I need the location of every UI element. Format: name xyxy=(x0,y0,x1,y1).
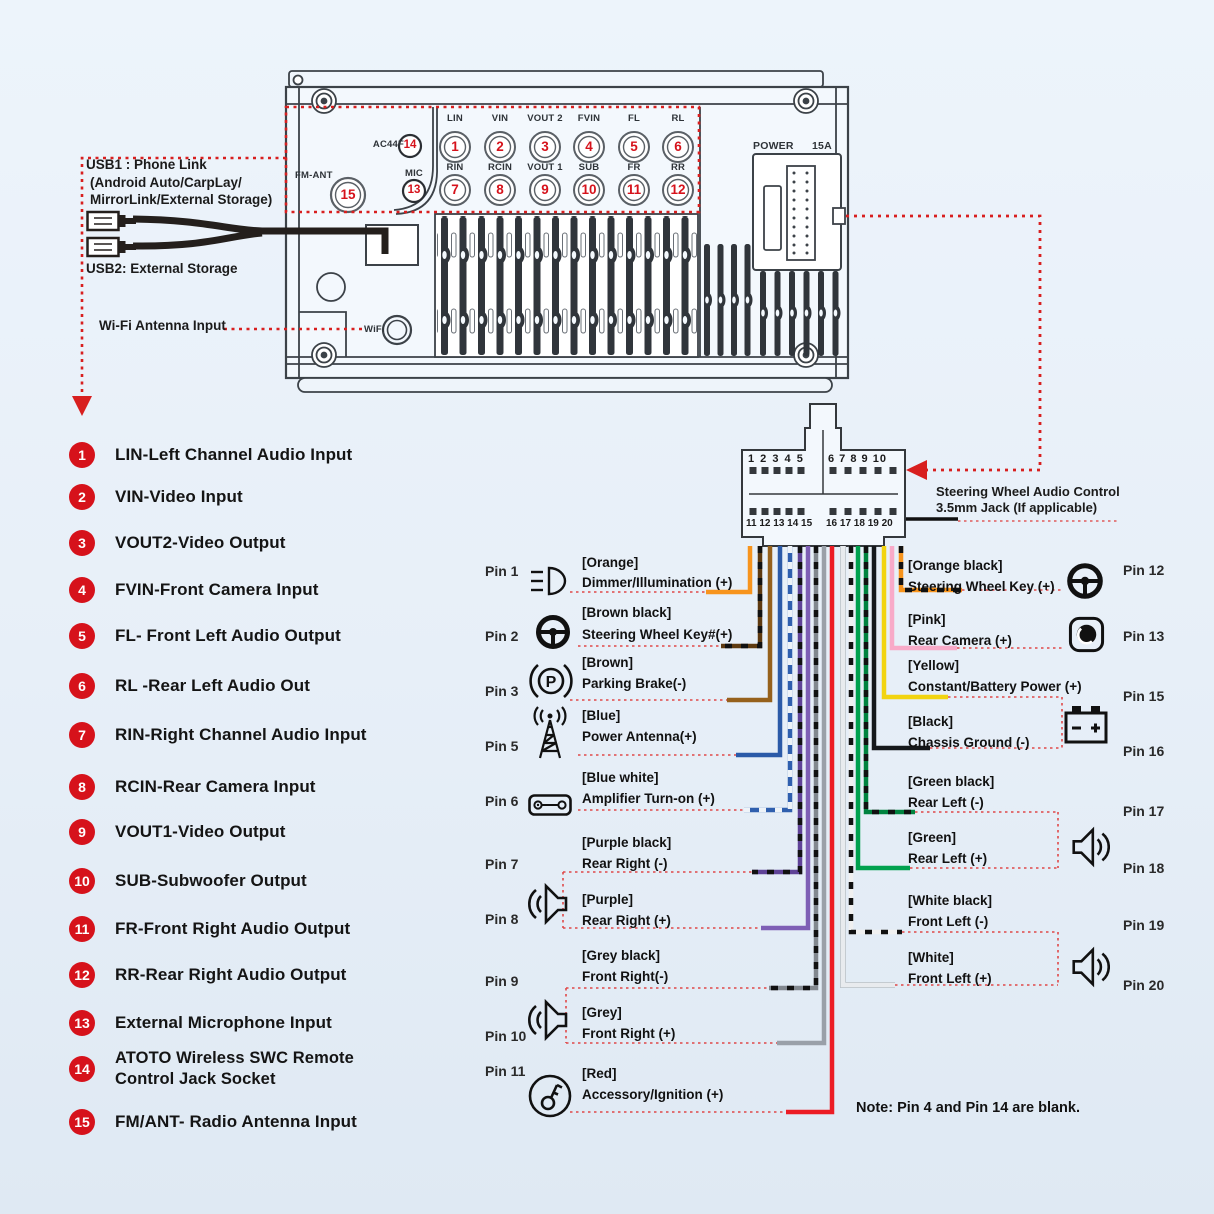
ignition-key-icon xyxy=(528,1072,572,1120)
wire-desc-label: Front Right(-) xyxy=(582,969,669,984)
wire-color-label: [Grey] xyxy=(582,1005,622,1020)
legend-num: 11 xyxy=(69,916,95,942)
wire-desc-label: Rear Right (-) xyxy=(582,856,668,871)
pin-label: Pin 9 xyxy=(485,973,519,989)
mic-socket[interactable]: 13 xyxy=(407,184,421,196)
jack-label: SUB xyxy=(578,162,600,173)
legend-item: 14 ATOTO Wireless SWC Remote Control Jack Socket xyxy=(69,1048,365,1090)
ac44f-label: AC44F xyxy=(372,139,404,150)
legend-item: 3 VOUT2-Video Output xyxy=(69,530,286,556)
legend-num: 4 xyxy=(69,577,95,603)
legend-num: 2 xyxy=(69,484,95,510)
pin-label: Pin 16 xyxy=(1123,743,1165,759)
usb1-label-line3: MirrorLink/External Storage) xyxy=(90,192,273,207)
wire-desc-label: Steering Wheel Key#(+) xyxy=(582,627,733,642)
wire-color-label: [Orange] xyxy=(582,555,639,570)
rca-jack[interactable]: 10 xyxy=(581,182,597,197)
rca-jack[interactable]: 6 xyxy=(674,139,682,154)
jack-label: RIN xyxy=(446,162,464,173)
speaker-icon xyxy=(1068,946,1110,988)
wire-color-label: [Green] xyxy=(908,830,957,845)
legend-num: 10 xyxy=(69,868,95,894)
wire-desc-label: Steering Wheel Key (+) xyxy=(908,579,1055,594)
pin-label: Pin 2 xyxy=(485,628,519,644)
legend-item: 9 VOUT1-Video Output xyxy=(69,819,286,845)
wire-color-label: [Purple black] xyxy=(582,835,672,850)
jack-label: LIN xyxy=(447,113,463,124)
steering-wheel-icon xyxy=(535,614,571,650)
rca-jack[interactable]: 8 xyxy=(496,182,504,197)
wire-color-label: [Red] xyxy=(582,1066,617,1081)
wifi-port-label: WiFi xyxy=(364,324,385,335)
usb1-label-line2: (Android Auto/CarpLay/ xyxy=(90,175,242,190)
rca-jack[interactable]: 11 xyxy=(626,182,642,197)
wire-color-label: [Brown black] xyxy=(582,605,672,620)
wire-color-label: [Orange black] xyxy=(908,558,1003,573)
blank-pins-note: Note: Pin 4 and Pin 14 are blank. xyxy=(856,1100,1081,1116)
wire-color-label: [Yellow] xyxy=(908,658,960,673)
wire-desc-label: Dimmer/Illumination (+) xyxy=(582,575,733,590)
legend-num: 5 xyxy=(69,623,95,649)
harness-wires xyxy=(706,546,962,1112)
pin-label: Pin 5 xyxy=(485,738,519,754)
pin-label: Pin 12 xyxy=(1123,562,1165,578)
wire-desc-label: Front Left (-) xyxy=(908,914,989,929)
legend-num: 12 xyxy=(69,962,95,988)
legend-num: 8 xyxy=(69,774,95,800)
jack-label: VOUT 1 xyxy=(527,162,563,173)
power-label: POWER xyxy=(753,140,794,152)
legend-item: 2 VIN-Video Input xyxy=(69,484,243,510)
speaker-icon xyxy=(528,998,572,1042)
amplifier-icon xyxy=(528,794,572,816)
speaker-icon xyxy=(528,882,572,926)
legend-num: 9 xyxy=(69,819,95,845)
legend-item: 10 SUB-Subwoofer Output xyxy=(69,868,307,894)
wire-color-label: [Black] xyxy=(908,714,954,729)
wire-desc-label: Front Left (+) xyxy=(908,971,992,986)
legend-num: 14 xyxy=(69,1056,95,1082)
connector-row1-left: 1 2 3 4 5 xyxy=(748,453,805,465)
wire-desc-label: Rear Camera (+) xyxy=(908,633,1012,648)
wire-desc-label: Amplifier Turn-on (+) xyxy=(582,791,715,806)
jack-label: RCIN xyxy=(487,162,513,173)
pin-label: Pin 19 xyxy=(1123,917,1165,933)
legend-item: 7 RIN-Right Channel Audio Input xyxy=(69,722,367,748)
legend-num: 13 xyxy=(69,1010,95,1036)
rca-jack[interactable]: 1 xyxy=(451,139,459,154)
rca-jack[interactable]: 2 xyxy=(496,139,504,154)
swc-label-line1: Steering Wheel Audio Control xyxy=(936,484,1120,499)
rca-jack[interactable]: 12 xyxy=(670,182,686,197)
usb-plug-icon xyxy=(86,210,136,232)
rca-jack[interactable]: 5 xyxy=(630,139,638,154)
ac44f-socket[interactable]: 14 xyxy=(403,139,417,151)
pin-label: Pin 7 xyxy=(485,856,519,872)
left-arrow xyxy=(906,460,927,480)
rca-jack[interactable]: 7 xyxy=(451,182,459,197)
usb2-label: USB2: External Storage xyxy=(86,261,238,276)
wire-color-label: [White black] xyxy=(908,893,993,908)
battery-icon xyxy=(1064,704,1108,746)
connector-row1-right: 6 7 8 9 10 xyxy=(828,453,887,465)
wire-color-label: [Brown] xyxy=(582,655,633,670)
wire-color-label: [White] xyxy=(908,950,954,965)
pin-label: Pin 18 xyxy=(1123,860,1165,876)
legend-item: 15 FM/ANT- Radio Antenna Input xyxy=(69,1109,357,1135)
jack-label: RR xyxy=(670,162,686,173)
jack-label: FR xyxy=(627,162,641,173)
down-arrow xyxy=(72,396,92,416)
wire-desc-label: Rear Right (+) xyxy=(582,913,671,928)
wire-desc-label: Power Antenna(+) xyxy=(582,729,697,744)
jack-label: FVIN xyxy=(577,113,601,124)
pin-label: Pin 15 xyxy=(1123,688,1165,704)
power-antenna-icon xyxy=(528,706,572,760)
wire-color-label: [Blue] xyxy=(582,708,621,723)
legend-item: 8 RCIN-Rear Camera Input xyxy=(69,774,316,800)
legend-num: 15 xyxy=(69,1109,95,1135)
svg-text:P: P xyxy=(545,674,557,691)
rear-camera-icon xyxy=(1068,616,1105,653)
jack-label: VIN xyxy=(491,113,509,124)
wire-desc-label: Parking Brake(-) xyxy=(582,676,687,691)
speaker-icon xyxy=(1068,826,1110,868)
legend-item: 6 RL -Rear Left Audio Out xyxy=(69,673,310,699)
wire-desc-label: Accessory/Ignition (+) xyxy=(582,1087,724,1102)
pin-label: Pin 20 xyxy=(1123,977,1165,993)
usb-plug-icon xyxy=(86,236,136,258)
connector-row2-right: 16 17 18 19 20 xyxy=(826,518,893,529)
wire-color-label: [Pink] xyxy=(908,612,946,627)
connector-row2-left: 11 12 13 14 15 xyxy=(746,518,813,529)
legend-item: 13 External Microphone Input xyxy=(69,1010,332,1036)
wire-desc-label: Constant/Battery Power (+) xyxy=(908,679,1082,694)
wire-desc-label: Chassis Ground (-) xyxy=(908,735,1030,750)
legend-item: 11 FR-Front Right Audio Output xyxy=(69,916,350,942)
jack-label: VOUT 2 xyxy=(527,113,563,124)
wire-color-label: [Green black] xyxy=(908,774,995,789)
legend-num: 3 xyxy=(69,530,95,556)
power-connector xyxy=(753,154,845,270)
wire-desc-label: Front Right (+) xyxy=(582,1026,676,1041)
wire-color-label: [Purple] xyxy=(582,892,634,907)
parking-brake-icon xyxy=(529,662,573,700)
pin-label: Pin 13 xyxy=(1123,628,1165,644)
legend-num: 1 xyxy=(69,442,95,468)
legend-item: 1 LIN-Left Channel Audio Input xyxy=(69,442,352,468)
mic-label: MIC xyxy=(404,168,423,179)
steering-wheel-icon xyxy=(1066,562,1104,600)
rca-jack[interactable]: 3 xyxy=(541,139,549,154)
usb1-label-line1: USB1 : Phone Link xyxy=(86,157,207,172)
fm-ant-socket[interactable]: 15 xyxy=(340,187,356,202)
wire-desc-label: Rear Left (+) xyxy=(908,851,988,866)
rca-jack[interactable]: 4 xyxy=(585,139,593,154)
pin-label: Pin 3 xyxy=(485,683,519,699)
pin-label: Pin 10 xyxy=(485,1028,527,1044)
legend-num: 7 xyxy=(69,722,95,748)
legend-num: 6 xyxy=(69,673,95,699)
pin-label: Pin 1 xyxy=(485,563,519,579)
legend-item: 4 FVIN-Front Camera Input xyxy=(69,577,318,603)
dimmer-icon xyxy=(529,566,569,596)
fuse-label: 15A xyxy=(812,140,832,152)
swc-label-line2: 3.5mm Jack (If applicable) xyxy=(936,500,1098,515)
fm-ant-label: FM-ANT xyxy=(295,170,333,181)
pin-label: Pin 17 xyxy=(1123,803,1165,819)
wire-desc-label: Rear Left (-) xyxy=(908,795,984,810)
legend-item: 5 FL- Front Left Audio Output xyxy=(69,623,341,649)
jack-label: FL xyxy=(627,113,640,124)
jack-label: RL xyxy=(671,113,685,124)
wire-color-label: [Grey black] xyxy=(582,948,661,963)
rca-jack[interactable]: 9 xyxy=(541,182,549,197)
legend-item: 12 RR-Rear Right Audio Output xyxy=(69,962,346,988)
pin-label: Pin 11 xyxy=(485,1063,526,1079)
pin-label: Pin 8 xyxy=(485,911,519,927)
wire-color-label: [Blue white] xyxy=(582,770,659,785)
pin-label: Pin 6 xyxy=(485,793,519,809)
wifi-antenna-label: Wi-Fi Antenna Input xyxy=(99,318,226,333)
